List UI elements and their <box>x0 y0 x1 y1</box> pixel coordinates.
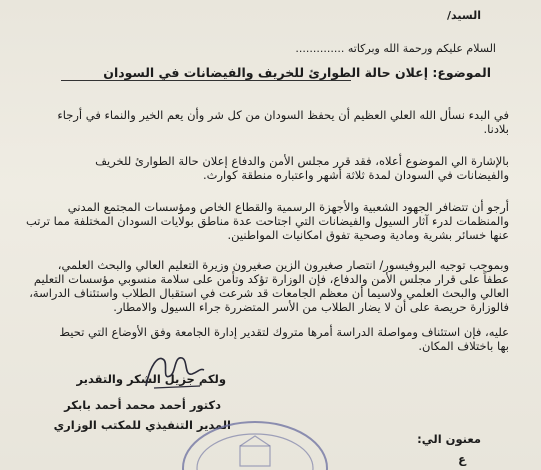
subject-line: الموضوع: إعلان حالة الطوارئ للخريف والفيضانات في السودان <box>103 65 491 80</box>
paragraph-3-line-2: والمنظمات لدرء آثار السيول والفيضانات التي اجتاحت عدة مناطق بولايات السودان المختلفة مما ترتب <box>25 214 509 228</box>
paragraph-2-line-1: بالإشارة الي الموضوع أعلاه، فقد قرر مجلس الأمن والدفاع إعلان حالة الطوارئ للخريف <box>95 154 509 168</box>
subject-underline <box>61 80 351 81</box>
cc-label: معنون الي: <box>417 432 481 446</box>
paragraph-3-line-1: أرجو أن تتضافر الجهود الشعبية والأجهزة الرسمية والقطاع الخاص ومؤسسات المجتمع المدني <box>67 200 509 214</box>
cc-item: ع <box>458 452 466 466</box>
addressee: السيد/ <box>447 9 481 22</box>
paragraph-5-line-2: بها باختلاف المكان. <box>418 339 509 353</box>
paragraph-4-line-1: وبموجب توجيه البروفيسور/ انتصار صغيرون الزين صغيرون وزيرة التعليم العالي والبحث العلمي، <box>57 258 509 272</box>
greeting: السلام عليكم ورحمة الله وبركاته .............. <box>295 42 496 55</box>
paragraph-2-line-2: والفيضانات في السودان لمدة ثلاثة أشهر واعتباره منطقة كوارث. <box>203 168 509 182</box>
paragraph-3-line-3: عنها خسائر بشرية ومادية وصحية تفوق امكانيات المواطنين. <box>227 228 509 242</box>
signer-name: دكتور أحمد محمد أحمد بابكر <box>64 398 221 412</box>
paragraph-5-line-1: عليه، فإن استئناف ومواصلة الدراسة أمرها متروك لتقدير إدارة الجامعة وفق الأوضاع التي تحيط <box>59 325 509 339</box>
signer-title: المدير التنفيذي للمكتب الوزاري <box>53 418 231 432</box>
paragraph-1-line-1: في البدء نسأل الله العلي العظيم أن يحفظ السودان من كل شر وأن يعم الخير والنماء في أرجاء <box>57 108 509 122</box>
paragraph-4-line-2: عطفاً على قرار مجلس الأمن والدفاع، فإن الوزارة تؤكد وتأمن على سلامة منسوبي مؤسسات التعليم <box>33 272 509 286</box>
closing-line: ولكم جزيل الشكر والتقدير <box>76 372 226 386</box>
paragraph-4-line-3: العالي والبحث العلمي ولاسيما أن معظم الجامعات قد شرعت في استقبال الطلاب واستئناف الدراسة، <box>29 286 509 300</box>
paragraph-4-line-4: فالوزارة حريصة على أن لا يضار الطلاب من الأسر المتضررة جراء السيول والامطار. <box>113 300 509 314</box>
handwritten-signature <box>140 346 210 396</box>
paragraph-1-line-2: بلادنا. <box>483 122 509 136</box>
official-stamp <box>180 408 330 470</box>
